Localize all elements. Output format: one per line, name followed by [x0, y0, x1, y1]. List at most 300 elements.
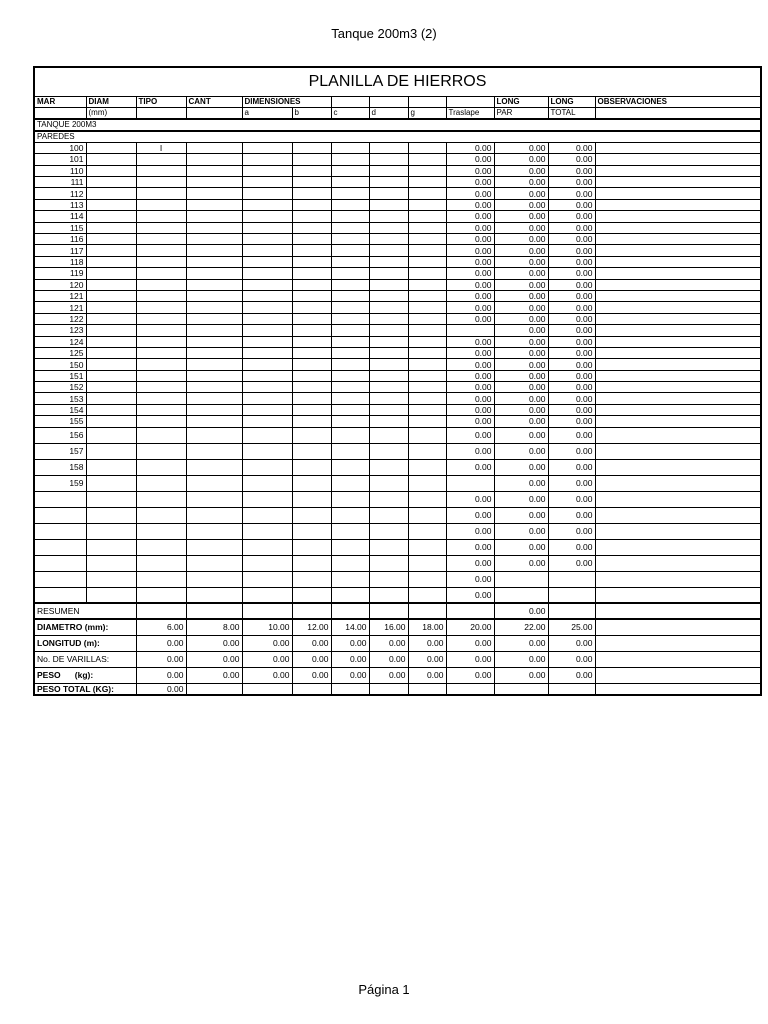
traslape-cell: 0.00 [446, 256, 494, 267]
dim-c-cell [331, 571, 369, 587]
dim-g-cell [408, 347, 446, 358]
dim-a-cell [242, 555, 292, 571]
observaciones-cell [595, 587, 761, 603]
table-row [34, 359, 761, 370]
table-row [34, 165, 761, 176]
dim-g-cell [408, 443, 446, 459]
subheader-b: b [292, 107, 331, 119]
traslape-cell: 0.00 [446, 443, 494, 459]
observaciones-cell [595, 165, 761, 176]
dim-d-cell [369, 142, 408, 153]
cant-cell [186, 165, 242, 176]
summary-row-diametro [34, 619, 761, 635]
dim-c-cell [331, 347, 369, 358]
table-row [34, 142, 761, 153]
dim-b-cell [292, 459, 331, 475]
diam-cell [86, 165, 136, 176]
tipo-cell [136, 302, 186, 313]
tipo-cell [136, 256, 186, 267]
diam-cell [86, 393, 136, 404]
dim-a-cell [242, 475, 292, 491]
cant-cell [186, 256, 242, 267]
dim-d-cell [369, 177, 408, 188]
dim-c-cell [331, 268, 369, 279]
tipo-cell [136, 336, 186, 347]
long-total-cell [548, 587, 595, 603]
table-row [34, 571, 761, 587]
dim-b-cell [292, 507, 331, 523]
peso-value: 0.00 [408, 667, 446, 683]
long-total-cell: 0.00 [548, 443, 595, 459]
diam-cell [86, 177, 136, 188]
observaciones-cell [595, 416, 761, 427]
mar-cell: 119 [34, 268, 86, 279]
tipo-cell [136, 165, 186, 176]
observaciones-cell [595, 313, 761, 324]
dim-b-cell [292, 211, 331, 222]
header-blank-g [408, 96, 446, 107]
traslape-cell: 0.00 [446, 245, 494, 256]
table-row [34, 587, 761, 603]
subheader-a: a [242, 107, 292, 119]
tipo-cell [136, 443, 186, 459]
table-row [34, 393, 761, 404]
long-par-cell: 0.00 [494, 279, 548, 290]
dim-d-cell [369, 199, 408, 210]
subheader-traslape: Traslape [446, 107, 494, 119]
mar-cell: 157 [34, 443, 86, 459]
table-row [34, 245, 761, 256]
long-par-cell: 0.00 [494, 416, 548, 427]
long-total-cell: 0.00 [548, 523, 595, 539]
diam-cell [86, 587, 136, 603]
dim-d-cell [369, 571, 408, 587]
mar-cell: 100 [34, 142, 86, 153]
dim-b-cell [292, 587, 331, 603]
header-dimensiones: DIMENSIONES [242, 96, 292, 107]
dim-a-cell [242, 279, 292, 290]
dim-g-cell [408, 475, 446, 491]
diam-cell [86, 370, 136, 381]
long-total-cell: 0.00 [548, 404, 595, 415]
traslape-cell: 0.00 [446, 523, 494, 539]
header-long-par: LONG [494, 96, 548, 107]
dim-c-cell [331, 427, 369, 443]
dim-b-cell [292, 154, 331, 165]
table-row [34, 404, 761, 415]
mar-cell [34, 539, 86, 555]
cant-cell [186, 234, 242, 245]
observaciones-cell [595, 443, 761, 459]
longitud-value: 0.00 [369, 635, 408, 651]
cant-cell [186, 491, 242, 507]
dim-d-cell [369, 325, 408, 336]
table-row [34, 211, 761, 222]
peso-value: 0.00 [369, 667, 408, 683]
header-blank-traslape [446, 96, 494, 107]
dim-c-cell [331, 211, 369, 222]
traslape-cell: 0.00 [446, 222, 494, 233]
summary-row-peso [34, 667, 761, 683]
traslape-cell: 0.00 [446, 555, 494, 571]
observaciones-cell [595, 177, 761, 188]
traslape-cell: 0.00 [446, 234, 494, 245]
long-par-cell: 0.00 [494, 523, 548, 539]
dim-a-cell [242, 571, 292, 587]
dim-a-cell [242, 142, 292, 153]
mar-cell: 110 [34, 165, 86, 176]
table-row [34, 555, 761, 571]
traslape-cell: 0.00 [446, 539, 494, 555]
diam-cell [86, 142, 136, 153]
diametro-value: 16.00 [369, 619, 408, 635]
dim-g-cell [408, 290, 446, 301]
long-total-cell: 0.00 [548, 507, 595, 523]
mar-cell: 158 [34, 459, 86, 475]
long-par-cell: 0.00 [494, 154, 548, 165]
diam-cell [86, 382, 136, 393]
diam-cell [86, 459, 136, 475]
dim-g-cell [408, 587, 446, 603]
diam-cell [86, 359, 136, 370]
mar-cell: 150 [34, 359, 86, 370]
dim-c-cell [331, 313, 369, 324]
observaciones-cell [595, 234, 761, 245]
traslape-cell: 0.00 [446, 382, 494, 393]
observaciones-cell [595, 325, 761, 336]
varillas-value: 0.00 [331, 651, 369, 667]
mar-cell [34, 523, 86, 539]
dim-b-cell [292, 199, 331, 210]
traslape-cell: 0.00 [446, 404, 494, 415]
dim-d-cell [369, 336, 408, 347]
long-total-cell: 0.00 [548, 555, 595, 571]
diam-cell [86, 347, 136, 358]
table-row [34, 347, 761, 358]
table-row [34, 290, 761, 301]
observaciones-cell [595, 199, 761, 210]
long-par-cell: 0.00 [494, 177, 548, 188]
dim-c-cell [331, 507, 369, 523]
dim-d-cell [369, 302, 408, 313]
dim-a-cell [242, 177, 292, 188]
observaciones-cell [595, 427, 761, 443]
sheet-title: PLANILLA DE HIERROS [34, 67, 761, 96]
longitud-value: 0.00 [446, 635, 494, 651]
diametro-value: 10.00 [242, 619, 292, 635]
dim-g-cell [408, 302, 446, 313]
dim-g-cell [408, 142, 446, 153]
varillas-value: 0.00 [242, 651, 292, 667]
observaciones-cell [595, 359, 761, 370]
table-row [34, 427, 761, 443]
mar-cell: 116 [34, 234, 86, 245]
table-row [34, 325, 761, 336]
cant-cell [186, 245, 242, 256]
diam-cell [86, 234, 136, 245]
dim-b-cell [292, 427, 331, 443]
dim-c-cell [331, 491, 369, 507]
cant-cell [186, 302, 242, 313]
longitud-value: 0.00 [494, 635, 548, 651]
long-par-cell: 0.00 [494, 199, 548, 210]
diametro-value: 18.00 [408, 619, 446, 635]
mar-cell: 118 [34, 256, 86, 267]
dim-a-cell [242, 256, 292, 267]
dim-a-cell [242, 290, 292, 301]
cant-cell [186, 404, 242, 415]
long-par-cell: 0.00 [494, 491, 548, 507]
tipo-cell: I [136, 142, 186, 153]
dim-a-cell [242, 443, 292, 459]
dim-b-cell [292, 142, 331, 153]
table-row [34, 443, 761, 459]
dim-b-cell [292, 222, 331, 233]
diam-cell [86, 507, 136, 523]
tipo-cell [136, 279, 186, 290]
tipo-cell [136, 199, 186, 210]
tipo-cell [136, 222, 186, 233]
dim-g-cell [408, 382, 446, 393]
dim-d-cell [369, 234, 408, 245]
diametro-label: DIAMETRO (mm): [34, 619, 136, 635]
table-row [34, 154, 761, 165]
dim-c-cell [331, 165, 369, 176]
observaciones-cell [595, 142, 761, 153]
peso-value: 0.00 [186, 667, 242, 683]
diam-cell [86, 325, 136, 336]
dim-d-cell [369, 539, 408, 555]
header-cant: CANT [186, 96, 242, 107]
dim-a-cell [242, 459, 292, 475]
dim-c-cell [331, 555, 369, 571]
diam-cell [86, 336, 136, 347]
long-par-cell: 0.00 [494, 370, 548, 381]
diam-cell [86, 154, 136, 165]
table-row [34, 416, 761, 427]
diam-cell [86, 427, 136, 443]
table-row [34, 523, 761, 539]
tipo-cell [136, 491, 186, 507]
mar-cell: 115 [34, 222, 86, 233]
dim-d-cell [369, 416, 408, 427]
dim-c-cell [331, 393, 369, 404]
table-row [34, 188, 761, 199]
long-total-cell: 0.00 [548, 256, 595, 267]
dim-g-cell [408, 491, 446, 507]
dim-d-cell [369, 491, 408, 507]
cant-cell [186, 313, 242, 324]
dim-a-cell [242, 165, 292, 176]
long-total-cell: 0.00 [548, 268, 595, 279]
varillas-label: No. DE VARILLAS: [34, 651, 136, 667]
peso-value: 0.00 [242, 667, 292, 683]
dim-g-cell [408, 325, 446, 336]
tipo-cell [136, 459, 186, 475]
dim-g-cell [408, 199, 446, 210]
long-total-cell: 0.00 [548, 234, 595, 245]
dim-d-cell [369, 587, 408, 603]
observaciones-cell [595, 459, 761, 475]
tipo-cell [136, 571, 186, 587]
header-blank-d [369, 96, 408, 107]
long-total-cell: 0.00 [548, 177, 595, 188]
observaciones-cell [595, 188, 761, 199]
subheader-mm: (mm) [86, 107, 136, 119]
cant-cell [186, 222, 242, 233]
table-row [34, 459, 761, 475]
observaciones-cell [595, 370, 761, 381]
long-total-cell: 0.00 [548, 142, 595, 153]
dim-d-cell [369, 370, 408, 381]
longitud-value: 0.00 [186, 635, 242, 651]
long-total-cell: 0.00 [548, 347, 595, 358]
dim-b-cell [292, 177, 331, 188]
dim-g-cell [408, 427, 446, 443]
dim-d-cell [369, 459, 408, 475]
mar-cell: 155 [34, 416, 86, 427]
long-total-cell: 0.00 [548, 290, 595, 301]
traslape-cell: 0.00 [446, 359, 494, 370]
long-par-cell: 0.00 [494, 142, 548, 153]
long-par-cell: 0.00 [494, 382, 548, 393]
long-total-cell: 0.00 [548, 370, 595, 381]
diam-cell [86, 404, 136, 415]
dim-d-cell [369, 154, 408, 165]
dim-c-cell [331, 256, 369, 267]
longitud-value: 0.00 [136, 635, 186, 651]
diametro-value: 22.00 [494, 619, 548, 635]
dim-b-cell [292, 290, 331, 301]
dim-c-cell [331, 370, 369, 381]
resumen-label: RESUMEN [34, 603, 136, 619]
dim-a-cell [242, 382, 292, 393]
dim-a-cell [242, 325, 292, 336]
dim-d-cell [369, 245, 408, 256]
dim-b-cell [292, 347, 331, 358]
peso-total-value: 0.00 [136, 683, 186, 695]
diam-cell [86, 279, 136, 290]
tipo-cell [136, 416, 186, 427]
dim-b-cell [292, 404, 331, 415]
diam-cell [86, 475, 136, 491]
subheader-blank [186, 107, 242, 119]
dim-b-cell [292, 539, 331, 555]
dim-d-cell [369, 382, 408, 393]
group-label: TANQUE 200M3 [34, 119, 761, 131]
dim-a-cell [242, 347, 292, 358]
mar-cell [34, 587, 86, 603]
diametro-value: 20.00 [446, 619, 494, 635]
dim-g-cell [408, 370, 446, 381]
mar-cell: 122 [34, 313, 86, 324]
dim-b-cell [292, 491, 331, 507]
dim-d-cell [369, 347, 408, 358]
dim-g-cell [408, 222, 446, 233]
dim-c-cell [331, 245, 369, 256]
page-footer: Página 1 [358, 982, 410, 997]
mar-cell [34, 507, 86, 523]
varillas-value: 0.00 [292, 651, 331, 667]
long-par-cell: 0.00 [494, 268, 548, 279]
traslape-cell [446, 475, 494, 491]
long-total-cell: 0.00 [548, 199, 595, 210]
table-row [34, 279, 761, 290]
long-total-cell: 0.00 [548, 279, 595, 290]
cant-cell [186, 268, 242, 279]
cant-cell [186, 211, 242, 222]
dim-b-cell [292, 443, 331, 459]
dim-c-cell [331, 359, 369, 370]
table-row [34, 302, 761, 313]
long-total-cell: 0.00 [548, 475, 595, 491]
tipo-cell [136, 245, 186, 256]
peso-value: 0.00 [136, 667, 186, 683]
dim-a-cell [242, 268, 292, 279]
iron-schedule-table [33, 66, 762, 696]
peso-value: 0.00 [292, 667, 331, 683]
dim-b-cell [292, 336, 331, 347]
traslape-cell: 0.00 [446, 416, 494, 427]
dim-d-cell [369, 165, 408, 176]
long-par-cell: 0.00 [494, 313, 548, 324]
dim-a-cell [242, 393, 292, 404]
long-par-cell: 0.00 [494, 404, 548, 415]
observaciones-cell [595, 154, 761, 165]
table-row [34, 336, 761, 347]
diam-cell [86, 245, 136, 256]
dim-g-cell [408, 336, 446, 347]
diam-cell [86, 290, 136, 301]
dim-b-cell [292, 475, 331, 491]
table-row [34, 268, 761, 279]
dim-c-cell [331, 142, 369, 153]
dim-b-cell [292, 302, 331, 313]
dim-g-cell [408, 571, 446, 587]
dim-a-cell [242, 313, 292, 324]
long-par-cell: 0.00 [494, 290, 548, 301]
dim-d-cell [369, 188, 408, 199]
tipo-cell [136, 587, 186, 603]
long-total-cell: 0.00 [548, 393, 595, 404]
dim-a-cell [242, 523, 292, 539]
traslape-cell: 0.00 [446, 587, 494, 603]
dim-d-cell [369, 256, 408, 267]
header-tipo: TIPO [136, 96, 186, 107]
dim-d-cell [369, 290, 408, 301]
cant-cell [186, 336, 242, 347]
long-total-cell: 0.00 [548, 222, 595, 233]
long-par-cell: 0.00 [494, 234, 548, 245]
long-total-cell: 0.00 [548, 211, 595, 222]
table-row [34, 491, 761, 507]
long-total-cell [548, 571, 595, 587]
traslape-cell: 0.00 [446, 571, 494, 587]
observaciones-cell [595, 268, 761, 279]
dim-g-cell [408, 245, 446, 256]
traslape-cell: 0.00 [446, 211, 494, 222]
dim-g-cell [408, 234, 446, 245]
dim-c-cell [331, 188, 369, 199]
diam-cell [86, 313, 136, 324]
dim-a-cell [242, 587, 292, 603]
dim-d-cell [369, 393, 408, 404]
dim-b-cell [292, 256, 331, 267]
long-par-cell: 0.00 [494, 359, 548, 370]
dim-a-cell [242, 302, 292, 313]
traslape-cell: 0.00 [446, 336, 494, 347]
tipo-cell [136, 370, 186, 381]
